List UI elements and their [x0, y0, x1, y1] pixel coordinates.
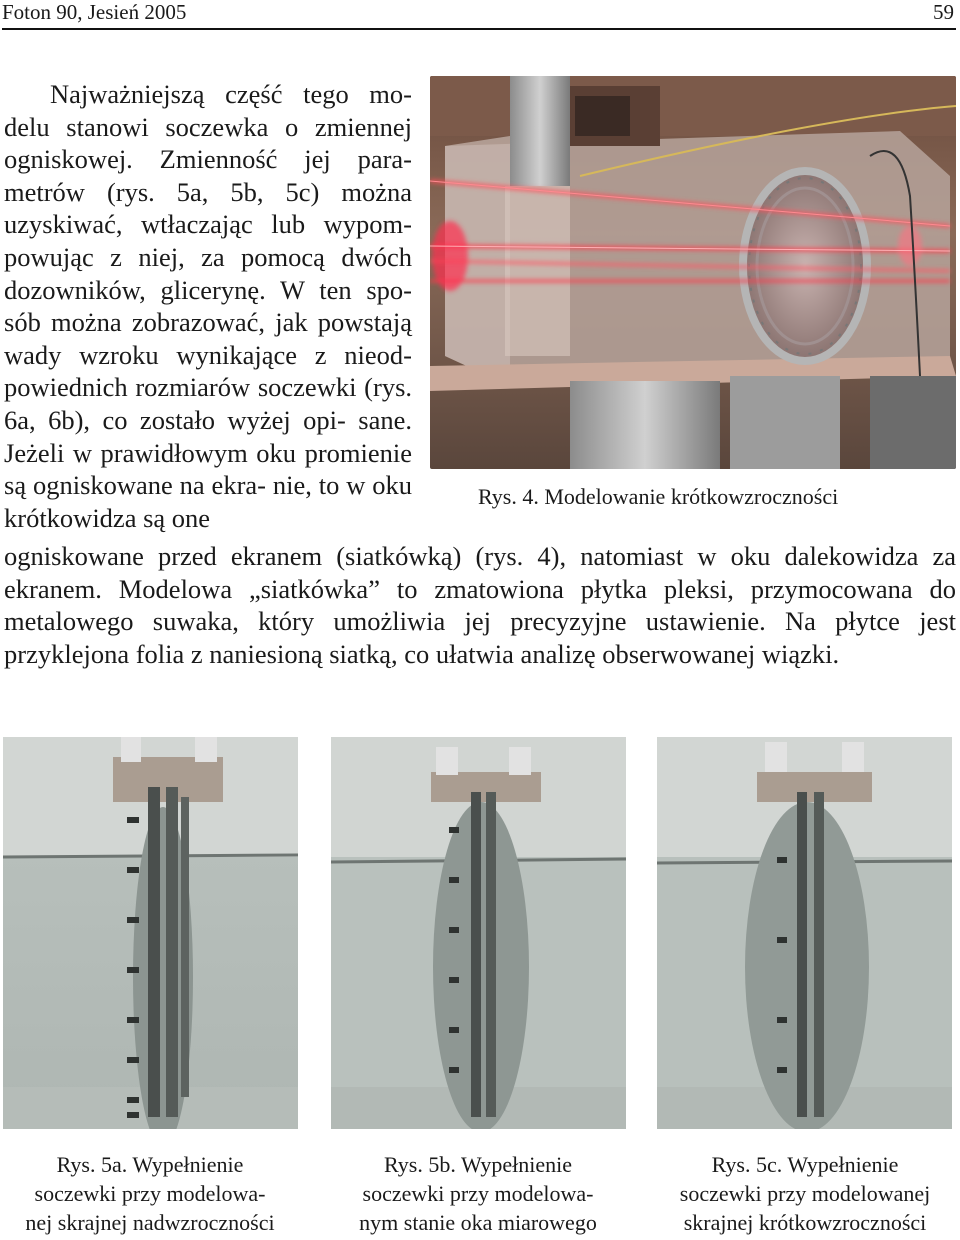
- figure-5c-caption: [652, 1150, 958, 1237]
- caption-line: skrajnej krótkowzroczności: [683, 1210, 927, 1235]
- text-line: uzyskiwać, wtłaczając lub wypom-: [4, 209, 412, 240]
- body-paragraph-continued: [4, 540, 956, 670]
- text-line: delu stanowi soczewka o zmiennej: [4, 111, 412, 142]
- figure-5a-photo: [3, 737, 298, 1129]
- figure-5b-caption: [330, 1150, 626, 1237]
- text-line: (rys. 6a, 6b), co zostało wyżej opi-: [4, 372, 413, 435]
- text-line: ogniskowane przed ekranem (siatkówką) (rys. 4), natomiast w oku dalekowidza za: [4, 541, 956, 571]
- caption-line: Rys. 5c. Wypełnienie: [711, 1152, 899, 1177]
- page-number: 59: [933, 0, 954, 24]
- text-line: ogniskowej. Zmienność jej para-: [4, 144, 412, 175]
- figure-5b-photo: [331, 737, 626, 1129]
- text-line: wady wzroku wynikające z nieod-: [4, 339, 412, 370]
- caption-line: Rys. 5b. Wypełnienie: [383, 1152, 573, 1177]
- text-line: nie, to w oku krótkowidza są one: [4, 470, 413, 533]
- text-line: promienie są ogniskowane na ekra-: [4, 437, 413, 501]
- text-line: sób można zobrazować, jak powstają: [4, 307, 412, 338]
- text-line: powiednich rozmiarów soczewki: [4, 372, 357, 403]
- figure-4-caption: Rys. 4. Modelowanie krótkowzroczności: [478, 484, 839, 509]
- body-paragraph-top: [4, 78, 412, 534]
- figure-4-photo: [430, 76, 956, 469]
- figure-5c-photo: [657, 737, 952, 1129]
- text-line: metrów (rys. 5a, 5b, 5c) można: [4, 176, 412, 207]
- running-header: [2, 0, 956, 30]
- caption-line: nym stanie oka miarowego: [359, 1210, 597, 1235]
- text-line: Najważniejszą część tego mo-: [50, 79, 412, 109]
- text-line: dozowników, glicerynę. W ten spo-: [4, 274, 412, 305]
- journal-issue: Foton 90, Jesień 2005: [2, 0, 187, 24]
- text-line: powując z niej, za pomocą dwóch: [4, 241, 412, 272]
- text-line: sane. Jeżeli w prawidłowym oku: [4, 404, 413, 468]
- caption-line: nej skrajnej nadwzroczności: [25, 1210, 275, 1235]
- text-line: przyklejona folia z naniesioną siatką, co ułatwia analizę obserwowanej wiązki.: [4, 638, 840, 669]
- figure-5a-caption: [2, 1150, 298, 1237]
- caption-line: soczewki przy modelowanej: [679, 1181, 931, 1206]
- text-line: metalowego suwaka, który umożliwia jej precyzyjne ustawienie. Na płytce jest: [4, 606, 956, 637]
- caption-line: soczewki przy modelowa-: [362, 1181, 594, 1206]
- caption-line: soczewki przy modelowa-: [34, 1181, 266, 1206]
- caption-line: Rys. 5a. Wypełnienie: [56, 1152, 244, 1177]
- text-line: ekranem. Modelowa „siatkówka” to zmatowiona płytka pleksi, przymocowana do: [4, 573, 956, 604]
